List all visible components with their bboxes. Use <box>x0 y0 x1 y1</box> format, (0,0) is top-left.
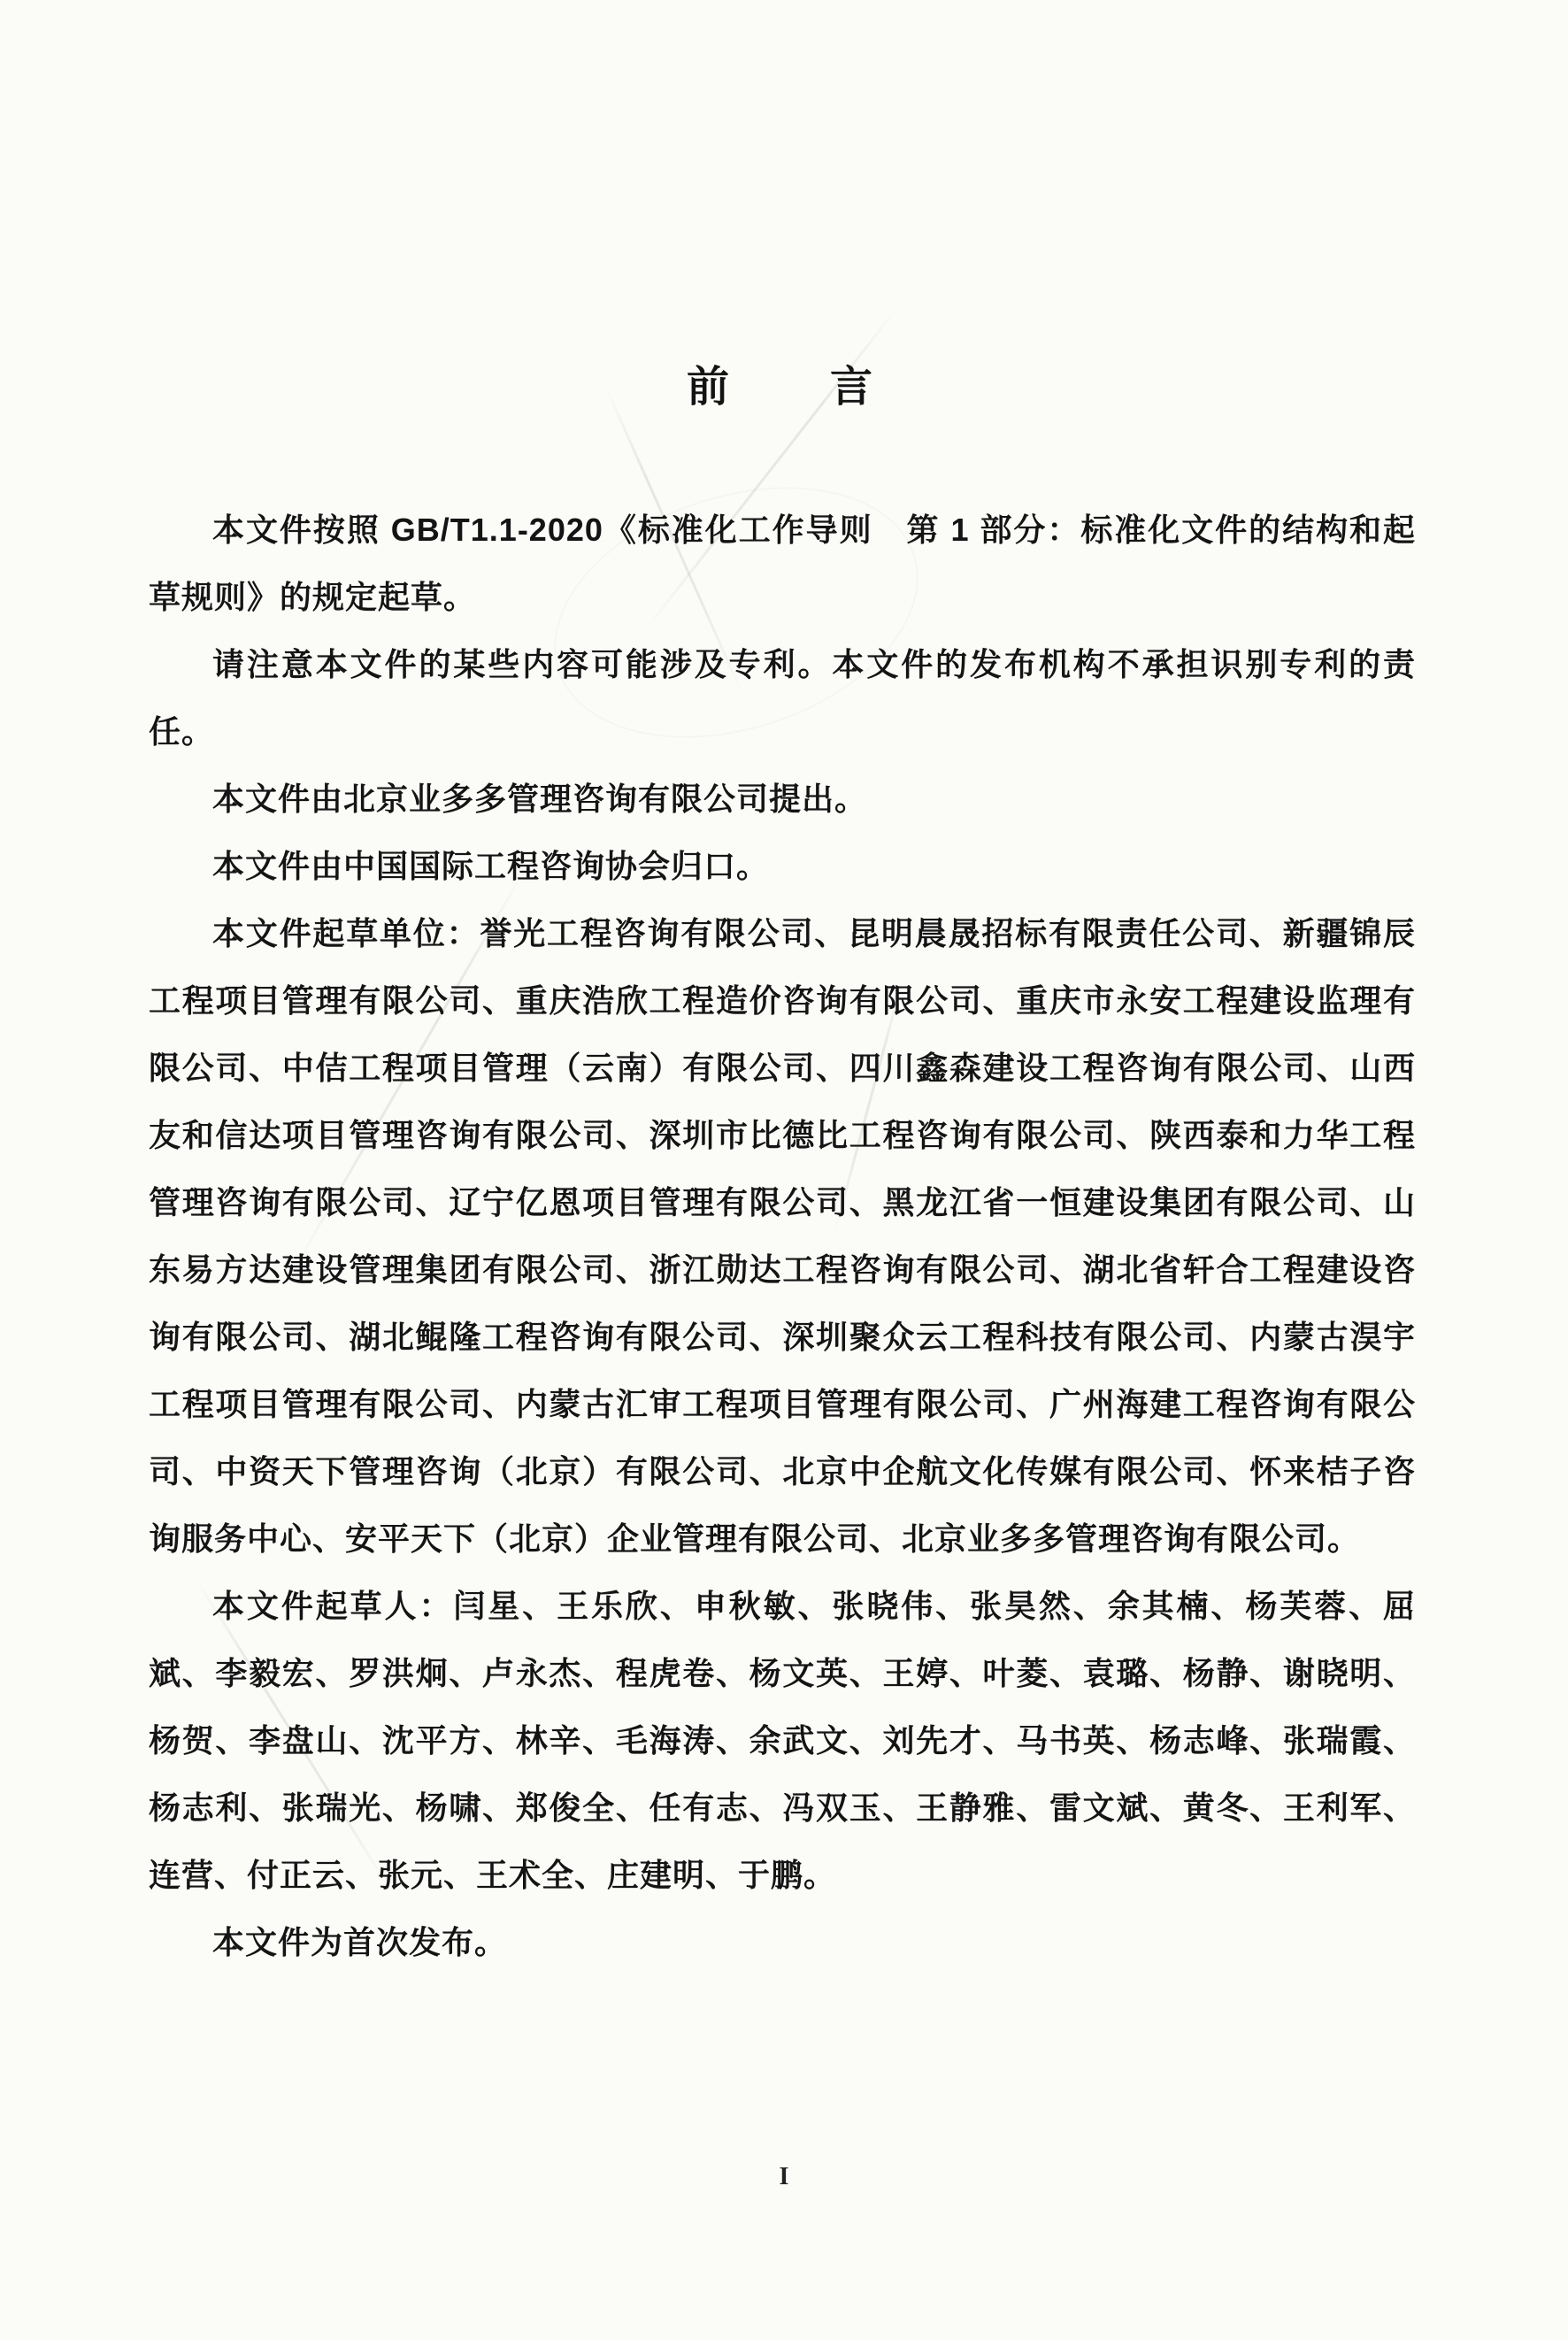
preface-body <box>149 496 1416 1976</box>
page-content <box>149 0 1416 1976</box>
paragraph-first-release: 本文件为首次发布。 <box>212 1924 508 1960</box>
paragraph-patent-notice: 请注意本文件的某些内容可能涉及专利。本文件的发布机构不承担识别专利的责任。 <box>149 646 1416 750</box>
paragraph-drafters: 本文件起草人：闫星、王乐欣、申秋敏、张晓伟、张昊然、余其楠、杨芙蓉、屈斌、李毅宏、罗洪炯、卢永杰、程虎卷、杨文英、王婷、叶菱、袁璐、杨静、谢晓明、杨贺、李盘山、沈平方、林辛、毛海涛、余武文、刘先才、马书英、杨志峰、张瑞霞、杨志利、张瑞光、杨啸、郑俊全、任有志、冯双玉、王静雅、雷文斌、黄冬、王利军、连营、付正云、张元、王术全、庄建明、于鹏。 <box>149 1588 1416 1893</box>
paragraph-drafting-basis: 本文件按照 GB/T1.1-2020《标准化工作导则 第 1 部分：标准化文件的结构和起草规则》的规定起草。 <box>149 512 1416 615</box>
page-title: 前 言 <box>686 364 878 411</box>
paragraph-proposed-by: 本文件由北京业多多管理咨询有限公司提出。 <box>212 781 868 817</box>
paragraph-drafting-organizations: 本文件起草单位：誉光工程咨询有限公司、昆明晨晟招标有限责任公司、新疆锦辰工程项目管理有限公司、重庆浩欣工程造价咨询有限公司、重庆市永安工程建设监理有限公司、中佶工程项目管理（云南）有限公司、四川鑫森建设工程咨询有限公司、山西友和信达项目管理咨询有限公司、深圳市比德比工程咨询有限公司、陕西泰和力华工程管理咨询有限公司、辽宁亿恩项目管理有限公司、黑龙江省一恒建设集团有限公司、山东易方达建设管理集团有限公司、浙江勋达工程咨询有限公司、湖北省轩合工程建设咨询有限公司、湖北鲲隆工程咨询有限公司、深圳聚众云工程科技有限公司、内蒙古淏宇工程项目管理有限公司、内蒙古汇审工程项目管理有限公司、广州海建工程咨询有限公司、中资天下管理咨询（北京）有限公司、北京中企航文化传媒有限公司、怀来桔子咨询服务中心、安平天下（北京）企业管理有限公司、北京业多多管理咨询有限公司。 <box>149 915 1416 1557</box>
paragraph-centralized-by: 本文件由中国国际工程咨询协会归口。 <box>212 848 770 884</box>
page-number: I <box>779 2163 789 2190</box>
